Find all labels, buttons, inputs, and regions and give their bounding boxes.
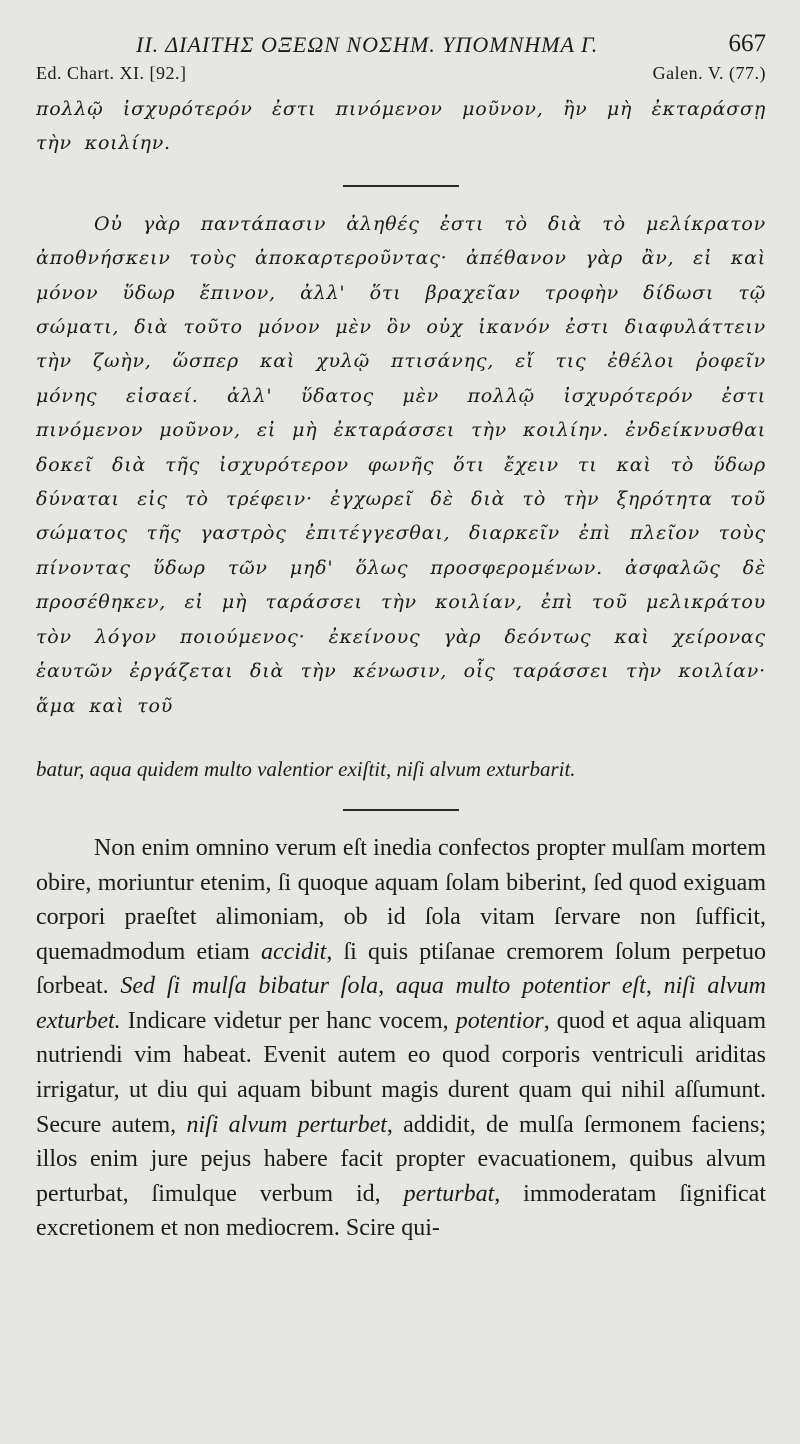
edition-reference-right: Galen. V. (77.): [652, 63, 766, 83]
latin-italic-run: potentior: [455, 1007, 544, 1034]
latin-roman-run: , immoderatam ſignificat excretionem et non mediocrem. Scire qui-: [36, 1180, 766, 1242]
running-header: [36, 0, 766, 58]
latin-italic-run: niſi alvum perturbet: [186, 1111, 387, 1138]
section-divider: [343, 809, 459, 811]
page-number: 667: [728, 30, 766, 57]
latin-commentary-text: [36, 831, 766, 1246]
latin-italic-run: perturbat: [403, 1180, 495, 1207]
latin-roman-run: Indicare videtur per hanc vocem,: [120, 1007, 456, 1034]
latin-roman-run: , addidit, de mulſa ſermonem faciens; illos enim jure pejus habere facit propter evacuationem, quibus alvum perturbat, ſimulque verbum id,: [36, 1111, 767, 1207]
edition-reference-left: Ed. Chart. XI. [92.]: [36, 63, 187, 83]
greek-aphorism-text: πολλῷ ἰσχυρότερόν ἐστι πινόμενον μοῦνον, ἢν μὴ ἐκταράσσῃ τὴν κοιλίην.: [36, 98, 766, 155]
edition-line: [36, 58, 766, 92]
latin-italic-run: Sed ſi mulſa bibatur ſola, aqua multo potentior eſt, niſi alvum exturbet.: [36, 973, 766, 1034]
latin-italic-run: accidit: [261, 938, 327, 965]
section-divider: [343, 185, 459, 187]
latin-roman-run: , quod et aqua aliquam nutriendi vim habeat. Evenit autem eo quod corporis ventriculi ariditas irrigatur, ut diu qui aquam bibunt magis durent quam qui nihil aſſumunt. Secure autem,: [36, 1007, 766, 1138]
latin-aphorism-text: batur, aqua quidem multo valentior exiſtit, niſi alvum exturbarit.: [36, 756, 576, 781]
latin-roman-run: , ſi quis ptiſanae cremorem ſolum perpetuo ſorbeat.: [36, 938, 766, 1000]
latin-roman-run: Non enim omnino verum eſt inedia confectos propter mulſam mortem obire, moriuntur etenim, ſi quoque aquam ſolam biberint, ſed quod exiguam corpori praeſtet alimoniam, ob id ſola vitam ſervare non ſufficit, quemadmodum etiam: [36, 834, 766, 965]
running-title: ΙΙ. ΔΙΑΙΤΗΣ ΟΞΕΩΝ ΝΟΣΗΜ. ΥΠΟΜΝΗΜΑ Γ.: [136, 32, 599, 57]
greek-commentary-text: Οὐ γὰρ παντάπασιν ἀληθές ἐστι τὸ διὰ τὸ μελίκρατον ἀποθνήσκειν τοὺς ἀποκαρτεροῦντας· ἀπέθανον γὰρ ἂν, εἰ καὶ μόνον ὕδωρ ἔπινον, ἀλλ' ὅτι βραχεῖαν τροφὴν δίδωσι τῷ σώματι, διὰ τοῦτο μόνον μὲν ὃν οὐχ ἱκανόν ἐστι διαφυλάττειν τὴν ζωὴν, ὥσπερ καὶ χυλῷ πτισάνης, εἴ τις ἐθέλοι ῥοφεῖν μόνης εἰσαεί. ἀλλ' ὕδατος μὲν πολλῷ ἰσχυρότερόν ἐστι πινόμενον μοῦνον, εἰ μὴ ἐκταράσσει τὴν κοιλίην. ἐνδείκνυσθαι δοκεῖ διὰ τῆς ἰσχυρότερον φωνῆς ὅτι ἔχειν τι καὶ τὸ ὕδωρ δύναται εἰς τὸ τρέφειν· ἐγχωρεῖ δὲ διὰ τὸ τὴν ξηρότητα τοῦ σώματος τῆς γαστρὸς ἐπιτέγγεσθαι, διαρκεῖν ἐπὶ πλεῖον τοὺς πίνοντας ὕδωρ τῶν μηδ' ὅλως προσφερομένων. ἀσφαλῶς δὲ προσέθηκεν, εἰ μὴ ταράσσει τὴν κοιλίαν, ἐπὶ τοῦ μελικράτου τὸν λόγον ποιούμενος· ἐκείνους γὰρ δεόντως καὶ χείρονας ἑαυτῶν ἐργάζεται διὰ τὴν κένωσιν, οἷς ταράσσει τὴν κοιλίαν· ἅμα καὶ τοῦ: [36, 212, 766, 717]
